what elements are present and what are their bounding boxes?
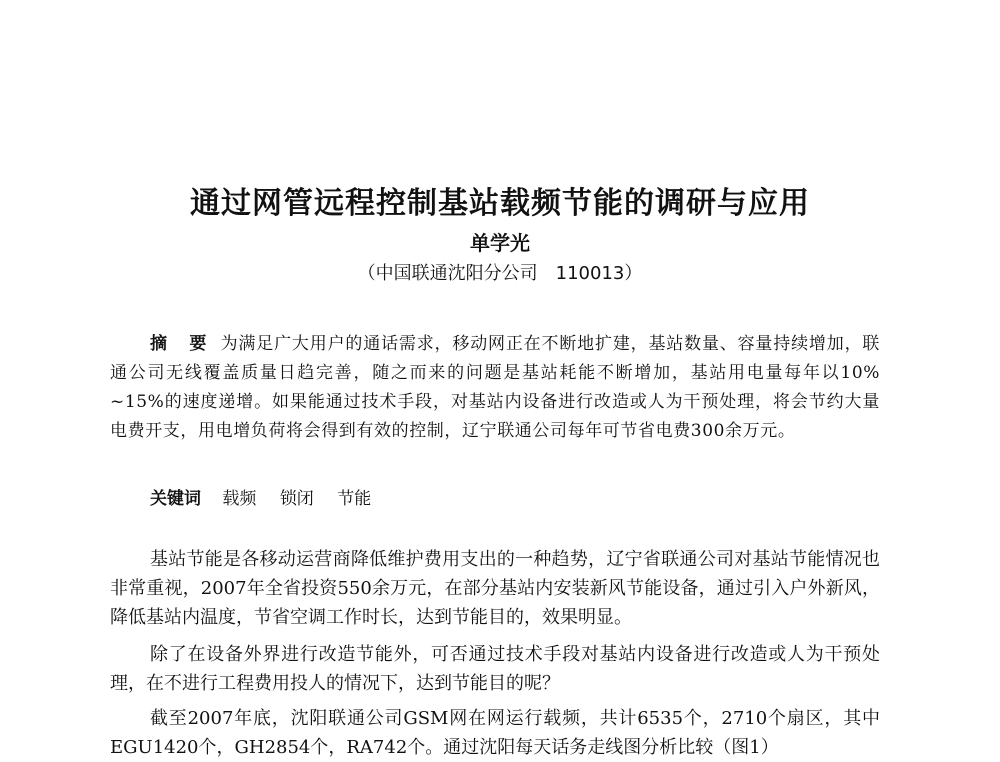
paper-title: 通过网管远程控制基站载频节能的调研与应用 — [190, 186, 810, 221]
keyword: 锁闭 — [279, 489, 314, 509]
body-paragraph: 基站节能是各移动运营商降低维护费用支出的一种趋势，辽宁省联通公司对基站节能情况也非常重视，2007年全省投资550余万元，在部分基站内安装新风节能设备，通过引入户外新风，降低基站内温度，节省空调工作时长，达到节能目的，效果明显。 — [110, 549, 880, 628]
abstract-label: 摘 要 — [150, 334, 215, 354]
keywords — [150, 485, 389, 513]
keyword: 载频 — [222, 489, 257, 509]
abstract — [110, 330, 880, 446]
author-affiliation — [0, 260, 1000, 288]
author-name: 单学光 — [470, 231, 530, 255]
postcode: 110013） — [555, 263, 643, 284]
keyword: 节能 — [337, 489, 372, 509]
keywords-label: 关键词 — [150, 489, 201, 509]
body-paragraph: 截至2007年底，沈阳联通公司GSM网在网运行载频，共计6535个，2710个扇区，其中EGU1420个，GH2854个，RA742个。通过沈阳每天话务走线图分析比较（图1） — [110, 708, 880, 758]
affiliation-name: （中国联通沈阳分公司 — [357, 263, 538, 284]
body-paragraph: 除了在设备外界进行改造节能外，可否通过技术手段对基站内设备进行改造或人为干预处理，在不进行工程费用投人的情况下，达到节能目的呢？ — [110, 644, 880, 694]
abstract-text: 为满足广大用户的通话需求，移动网正在不断地扩建，基站数量、容量持续增加，联通公司无线覆盖质量日趋完善，随之而来的问题是基站耗能不断增加，基站用电量每年以10% ~15%的速度递增。如果能通过技术手段，对基站内设备进行改造或人为干预处理，将会节约大量电费开支，用电增负荷将会得到有效的控制，辽宁联通公司每年可节省电费300余万元。 — [110, 334, 880, 441]
